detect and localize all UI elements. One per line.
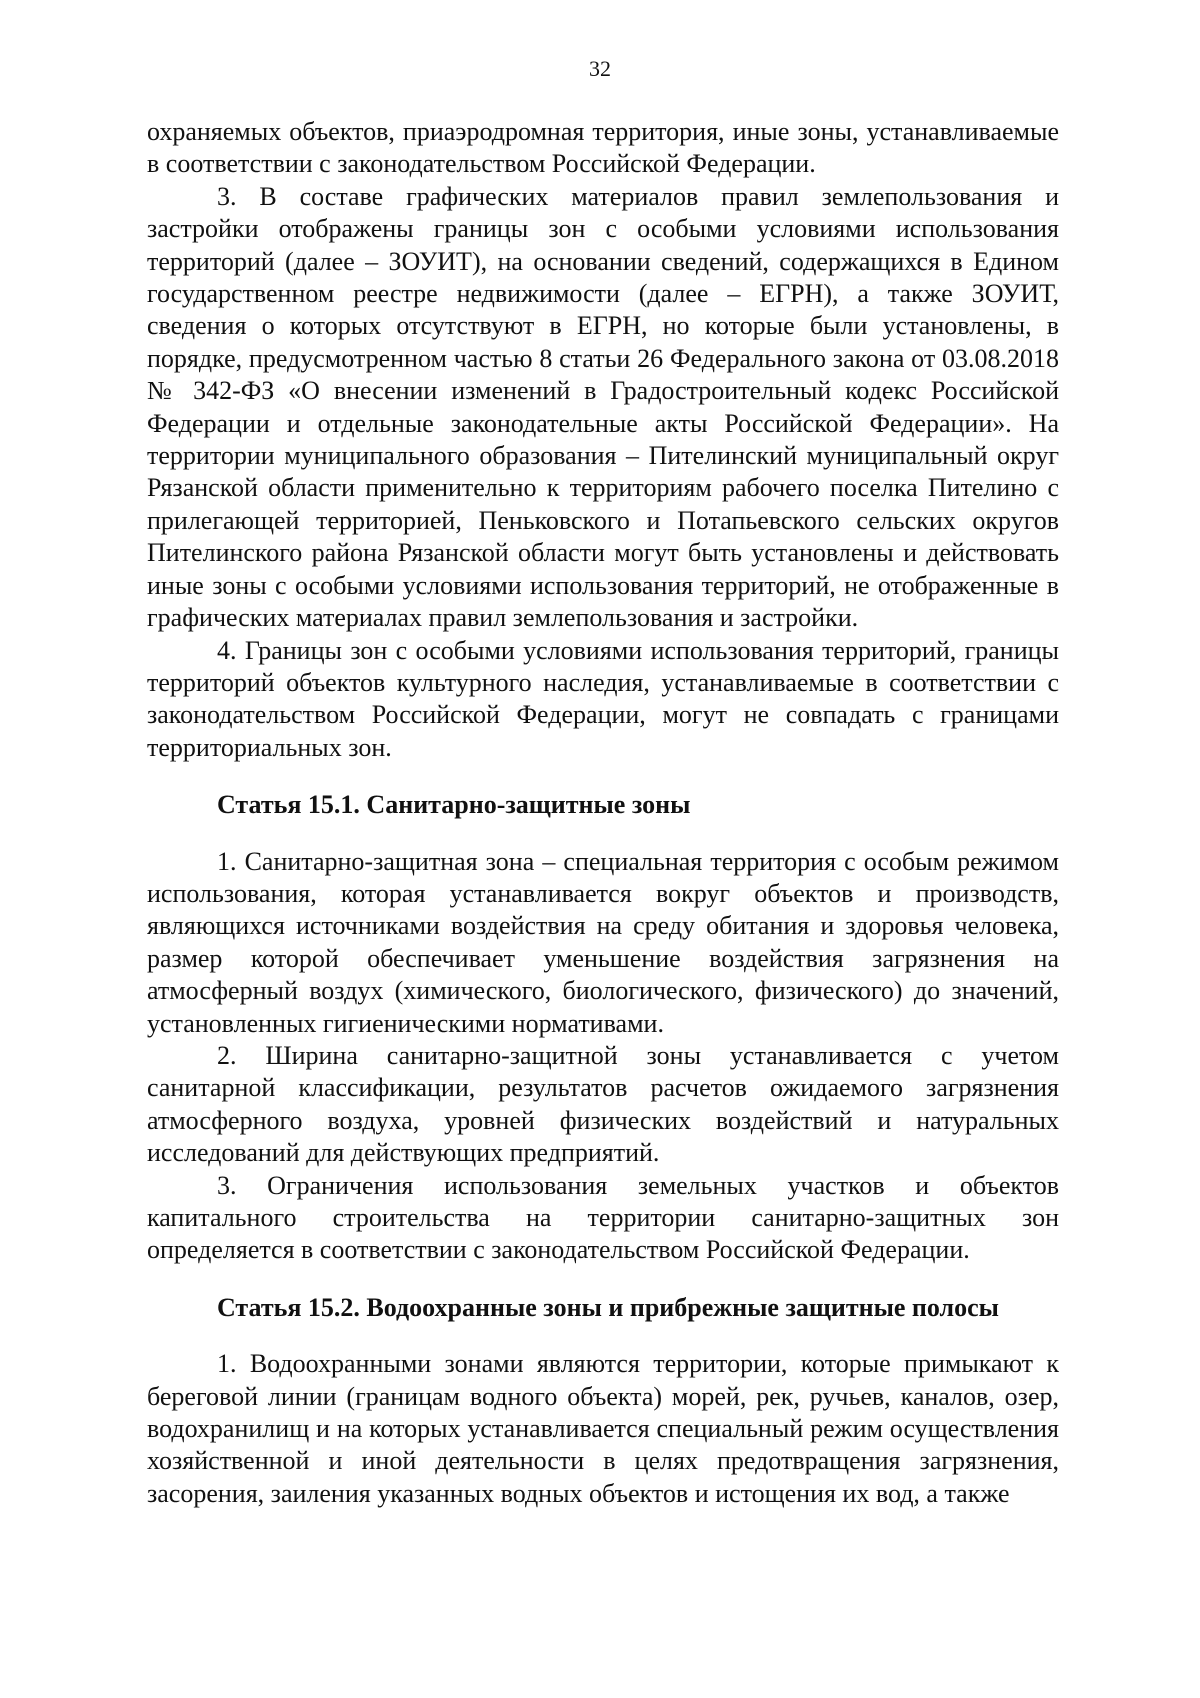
paragraph-continuation: охраняемых объектов, приаэродромная территория, иные зоны, устанавливаемые в соответствии с законодательством Российской Федерации.: [147, 117, 1059, 179]
paragraph-15-2-item-1: 1. Водоохранными зонами являются территории, которые примыкают к береговой линии (границам водного объекта) морей, рек, ручьев, каналов, озер, водохранилищ и на которых устанавливается специальный режим осуществления хозяйственной и иной деятельности в целях предотвращения загрязнения, засорения, заиления указанных водных объектов и истощения их вод, а также: [147, 1349, 1059, 1508]
paragraph-item-4: 4. Границы зон с особыми условиями использования территорий, границы территорий объектов культурного наследия, устанавливаемые в соответствии с законодательством Российской Федерации, могут не совпадать с границами территориальных зон.: [147, 635, 1059, 762]
document-body: [147, 116, 1059, 1510]
article-heading-15-2: Статья 15.2. Водоохранные зоны и прибрежные защитные полосы: [217, 1292, 999, 1322]
article-heading-15-1: Статья 15.1. Санитарно-защитные зоны: [217, 790, 691, 820]
paragraph-item-3: 3. В составе графических материалов правил землепользования и застройки отображены границы зон с особыми условиями использования территорий (далее – ЗОУИТ), на основании сведений, содержащихся в Едином государственном реестре недвижимости (далее – ЕГРН), а также ЗОУИТ, сведения о которых отсутствуют в ЕГРН, но которые были установлены, в порядке, предусмотренном частью 8 статьи 26 Федерального закона от 03.08.2018 № 342-ФЗ «О внесении изменений в Градостроительный кодекс Российской Федерации и отдельные законодательные акты Российской Федерации». На территории муниципального образования – Пителинский муниципальный округ Рязанской области применительно к территориям рабочего поселка Пителино с прилегающей территорией, Пеньковского и Потапьевского сельских округов Пителинского района Рязанской области могут быть установлены и действовать иные зоны с особыми условиями использования территорий, не отображенные в графических материалах правил землепользования и застройки.: [147, 181, 1059, 633]
page-number: 32: [589, 56, 611, 81]
paragraph-15-1-item-2: 2. Ширина санитарно-защитной зоны устанавливается с учетом санитарной классификации, результатов расчетов ожидаемого загрязнения атмосферного воздуха, уровней физических воздействий и натуральных исследований для действующих предприятий.: [147, 1040, 1059, 1168]
paragraph-15-1-item-3: 3. Ограничения использования земельных участков и объектов капитального строительства на территории санитарно-защитных зон определяется в соответствии с законодательством Российской Федерации.: [147, 1170, 1059, 1265]
paragraph-15-1-item-1: 1. Санитарно-защитная зона – специальная территория с особым режимом использования, которая устанавливается вокруг объектов и производств, являющихся источниками воздействия на среду обитания и здоровья человека, размер которой обеспечивает уменьшение воздействия загрязнения на атмосферный воздух (химического, биологического, физического) до значений, установленных гигиеническими нормативами.: [147, 846, 1059, 1038]
